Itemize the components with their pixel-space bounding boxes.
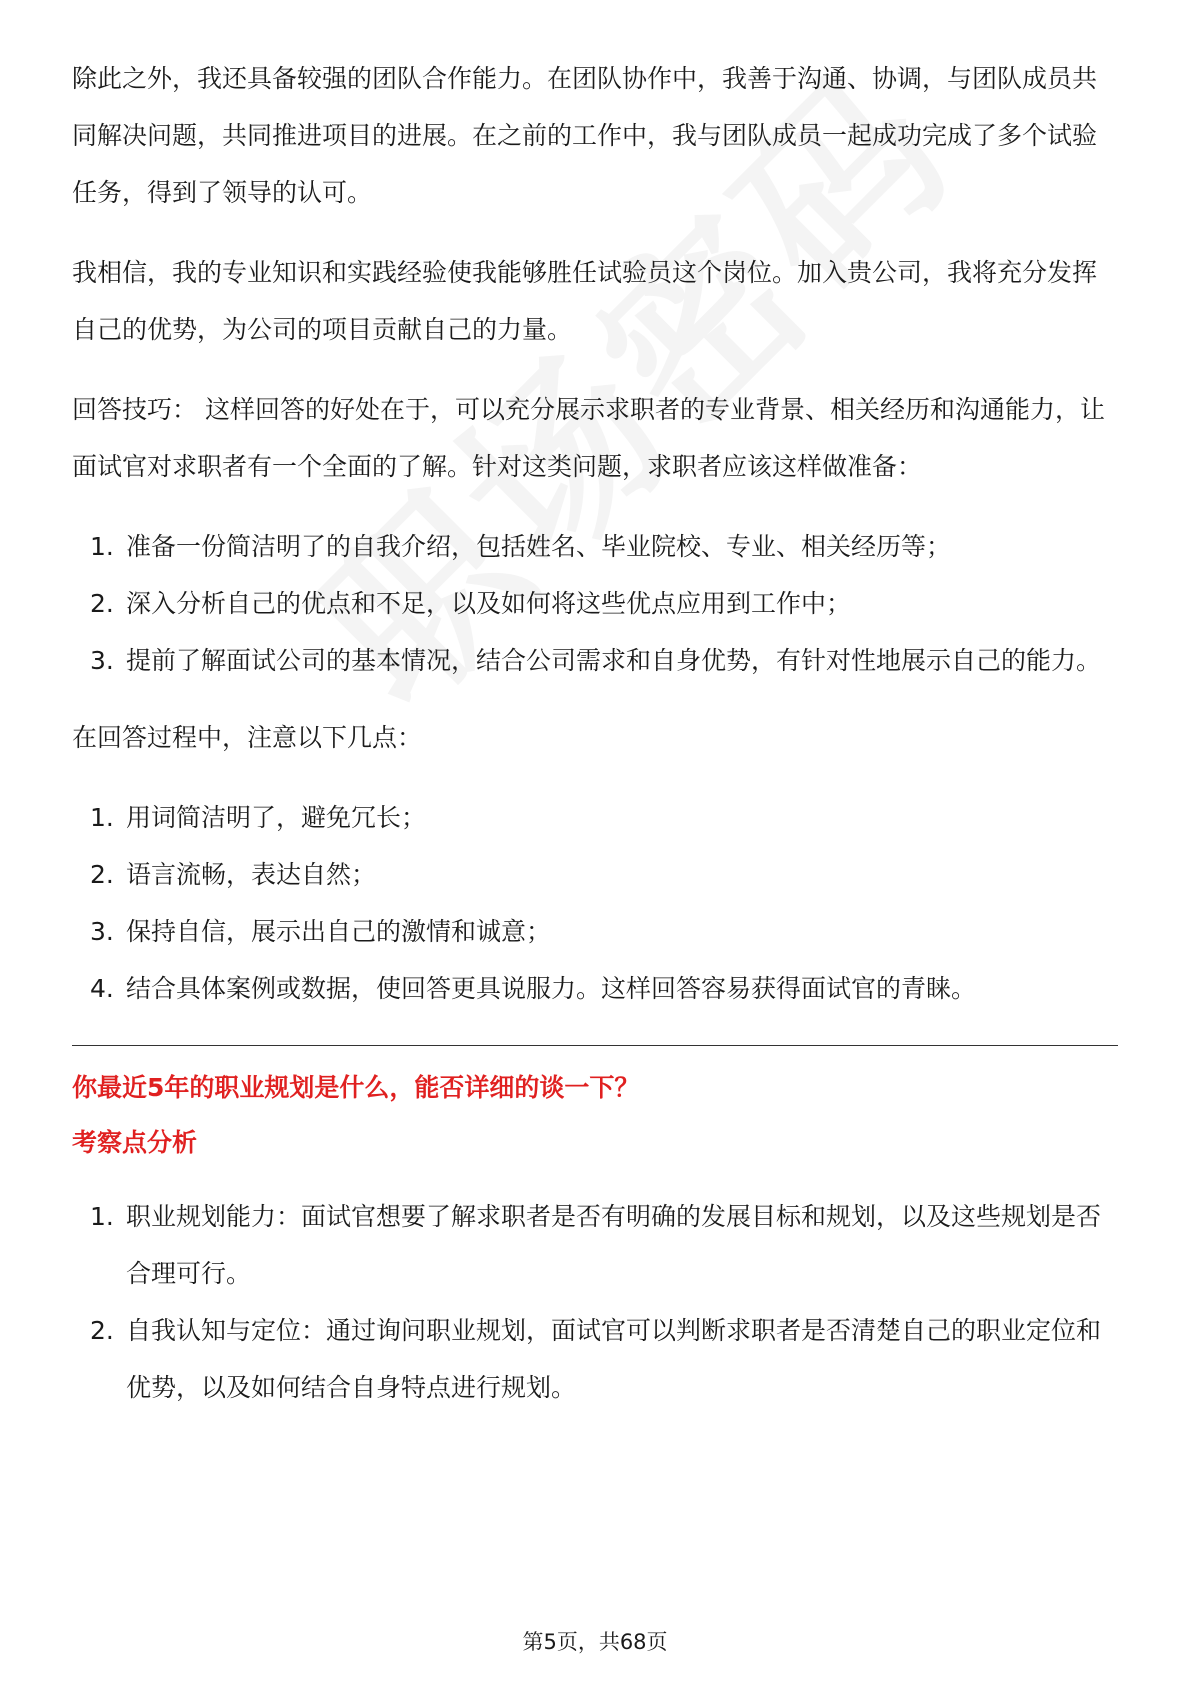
list-number: 2. bbox=[90, 860, 114, 889]
list-item bbox=[72, 575, 1118, 632]
paragraph-notes-intro: 在回答过程中，注意以下几点： bbox=[72, 723, 423, 752]
paragraph-answer-tips: 回答技巧： 这样回答的好处在于，可以充分展示求职者的专业背景、相关经历和沟通能力，让面试官对求职者有一个全面的了解。针对这类问题，求职者应该这样做准备： bbox=[72, 395, 1105, 481]
notes-list bbox=[72, 789, 1118, 1017]
page-footer: 第5页，共68页 bbox=[522, 1630, 668, 1654]
list-number: 2. bbox=[90, 589, 114, 618]
analysis-list bbox=[72, 1188, 1118, 1416]
list-item bbox=[72, 1302, 1118, 1416]
list-text: 提前了解面试公司的基本情况，结合公司需求和自身优势，有针对性地展示自己的能力。 bbox=[126, 646, 1102, 675]
list-item bbox=[72, 789, 1118, 846]
list-number: 1. bbox=[90, 1202, 114, 1231]
list-number: 1. bbox=[90, 532, 114, 561]
list-text: 结合具体案例或数据，使回答更具说服力。这样回答容易获得面试官的青睐。 bbox=[126, 974, 977, 1003]
list-number: 2. bbox=[90, 1316, 114, 1345]
list-item bbox=[72, 1188, 1118, 1302]
list-number: 1. bbox=[90, 803, 114, 832]
list-number: 4. bbox=[90, 974, 114, 1003]
section-divider bbox=[72, 1045, 1118, 1046]
list-text: 语言流畅，表达自然； bbox=[126, 860, 377, 889]
list-number: 3. bbox=[90, 646, 114, 675]
list-item bbox=[72, 518, 1118, 575]
list-item bbox=[72, 960, 1118, 1017]
paragraph-confidence: 我相信，我的专业知识和实践经验使我能够胜任试验员这个岗位。加入贵公司，我将充分发挥自己的优势，为公司的项目贡献自己的力量。 bbox=[72, 258, 1098, 344]
list-text: 职业规划能力：面试官想要了解求职者是否有明确的发展目标和规划，以及这些规划是否合理可行。 bbox=[126, 1202, 1102, 1288]
document-body bbox=[72, 50, 1118, 1436]
list-text: 深入分析自己的优点和不足，以及如何将这些优点应用到工作中； bbox=[126, 589, 852, 618]
list-item bbox=[72, 846, 1118, 903]
analysis-heading: 考察点分析 bbox=[72, 1128, 198, 1157]
list-item bbox=[72, 903, 1118, 960]
list-text: 准备一份简洁明了的自我介绍，包括姓名、毕业院校、专业、相关经历等； bbox=[126, 532, 952, 561]
list-number: 3. bbox=[90, 917, 114, 946]
question-heading: 你最近5年的职业规划是什么，能否详细的谈一下？ bbox=[72, 1073, 640, 1102]
list-text: 保持自信，展示出自己的激情和诚意； bbox=[126, 917, 552, 946]
list-text: 用词简洁明了，避免冗长； bbox=[126, 803, 427, 832]
prep-list bbox=[72, 518, 1118, 689]
list-text: 自我认知与定位：通过询问职业规划，面试官可以判断求职者是否清楚自己的职业定位和优势，以及如何结合自身特点进行规划。 bbox=[126, 1316, 1102, 1402]
list-item bbox=[72, 632, 1118, 689]
paragraph-teamwork: 除此之外，我还具备较强的团队合作能力。在团队协作中，我善于沟通、协调，与团队成员共同解决问题，共同推进项目的进展。在之前的工作中，我与团队成员一起成功完成了多个试验任务，得到了领导的认可。 bbox=[72, 64, 1098, 207]
